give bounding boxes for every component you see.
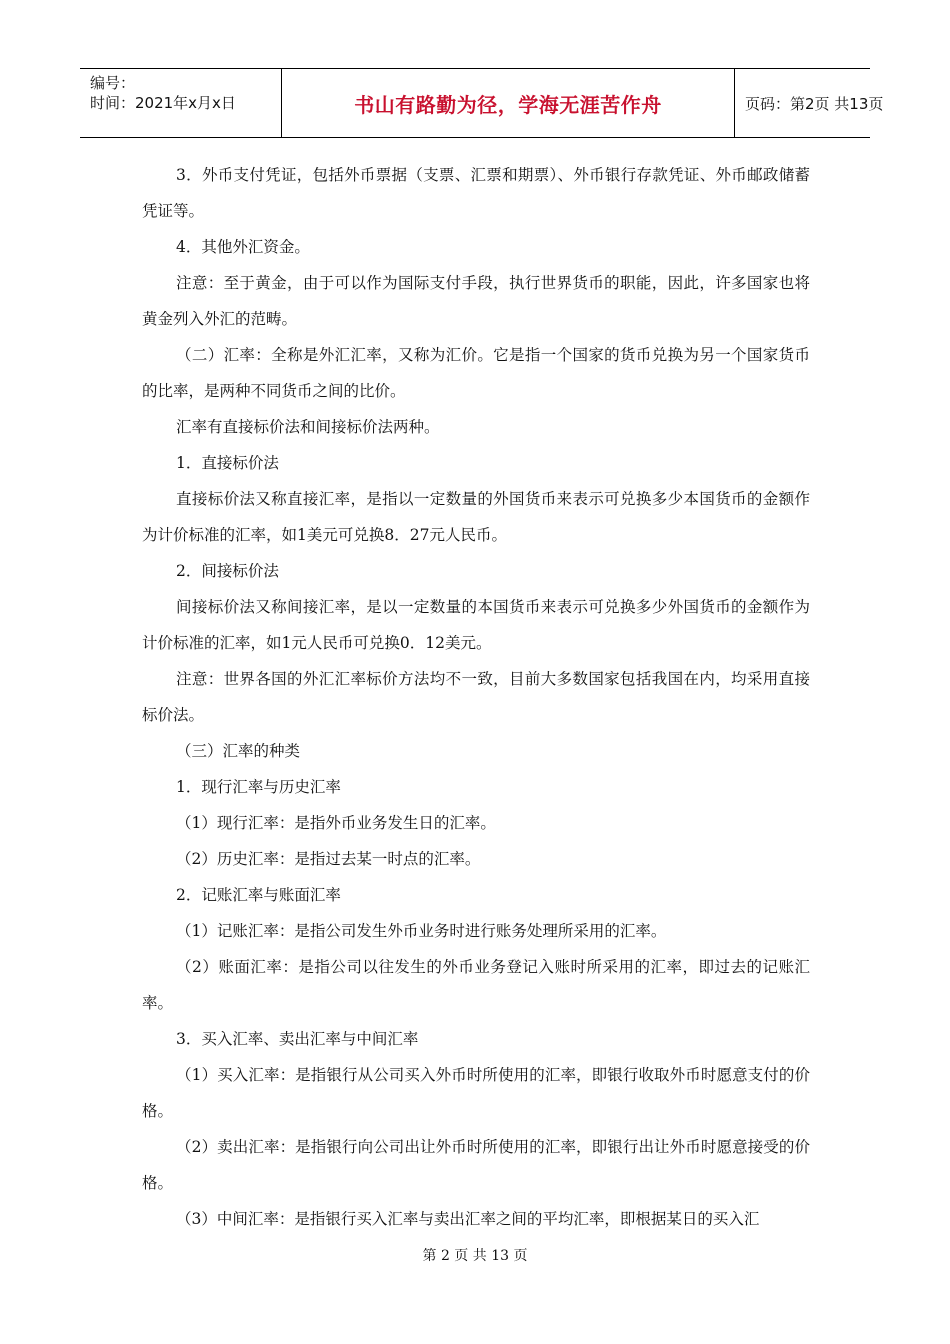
page-header bbox=[80, 68, 884, 138]
paragraph: （1）现行汇率：是指外币业务发生日的汇率。 bbox=[176, 814, 496, 832]
paragraph: 直接标价法又称直接汇率，是指以一定数量的外国货币来表示可兑换多少本国货币的金额作为计价标准的汇率，如1美元可兑换8．27元人民币。 bbox=[142, 490, 810, 544]
paragraph: （二）汇率：全称是外汇汇率，又称为汇价。它是指一个国家的货币兑换为另一个国家货币的比率，是两种不同货币之间的比价。 bbox=[142, 346, 810, 400]
header-left-cell bbox=[80, 69, 282, 137]
paragraph: 汇率有直接标价法和间接标价法两种。 bbox=[176, 418, 440, 436]
paragraph: （1）买入汇率：是指银行从公司买入外币时所使用的汇率，即银行收取外币时愿意支付的价格。 bbox=[142, 1066, 810, 1120]
paragraph: （1）记账汇率：是指公司发生外币业务时进行账务处理所采用的汇率。 bbox=[176, 922, 667, 940]
page-footer bbox=[0, 1245, 950, 1265]
document-date: 时间：2021年x月x日 bbox=[90, 94, 236, 112]
section-heading: 1．现行汇率与历史汇率 bbox=[176, 778, 341, 796]
paragraph: 注意：至于黄金，由于可以作为国际支付手段，执行世界货币的职能，因此，许多国家也将黄金列入外汇的范畴。 bbox=[142, 274, 810, 328]
paragraph: 间接标价法又称间接汇率，是以一定数量的本国货币来表示可兑换多少外国货币的金额作为计价标准的汇率，如1元人民币可兑换0．12美元。 bbox=[142, 598, 810, 652]
paragraph: （2）账面汇率：是指公司以往发生的外币业务登记入账时所采用的汇率，即过去的记账汇率。 bbox=[142, 958, 810, 1012]
document-body bbox=[142, 157, 810, 1237]
header-page-code: 页码：第2页 共13页 bbox=[745, 94, 884, 113]
section-heading: 1．直接标价法 bbox=[176, 454, 279, 472]
paragraph: 4．其他外汇资金。 bbox=[176, 238, 310, 256]
paragraph: （2）卖出汇率：是指银行向公司出让外币时所使用的汇率，即银行出让外币时愿意接受的价格。 bbox=[142, 1138, 810, 1192]
footer-page-number: 第 2 页 共 13 页 bbox=[422, 1248, 528, 1264]
paragraph: 3．外币支付凭证，包括外币票据（支票、汇票和期票）、外币银行存款凭证、外币邮政储蓄凭证等。 bbox=[142, 166, 810, 220]
section-heading: 2．记账汇率与账面汇率 bbox=[176, 886, 341, 904]
paragraph: （3）中间汇率：是指银行买入汇率与卖出汇率之间的平均汇率，即根据某日的买入汇 bbox=[176, 1210, 760, 1228]
header-motto-cell bbox=[282, 69, 735, 137]
section-heading: （三）汇率的种类 bbox=[176, 742, 301, 760]
paragraph: 注意：世界各国的外汇汇率标价方法均不一致，目前大多数国家包括我国在内，均采用直接标价法。 bbox=[142, 670, 810, 724]
section-heading: 3．买入汇率、卖出汇率与中间汇率 bbox=[176, 1030, 419, 1048]
section-heading: 2．间接标价法 bbox=[176, 562, 279, 580]
paragraph: （2）历史汇率：是指过去某一时点的汇率。 bbox=[176, 850, 481, 868]
header-motto: 书山有路勤为径，学海无涯苦作舟 bbox=[354, 92, 662, 117]
document-number-label: 编号： bbox=[90, 74, 136, 92]
